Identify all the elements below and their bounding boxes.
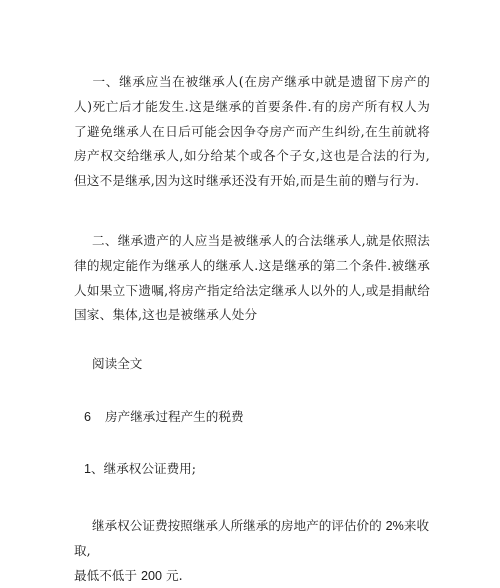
- notary-fee-min-text-b: 元.: [162, 567, 183, 583]
- paragraph-inheritance-condition-1: [74, 70, 430, 194]
- notary-fee-text-b: 来收取,: [74, 518, 430, 558]
- paragraph-inheritance-condition-2: [74, 229, 430, 328]
- paragraph-2-text: 二、继承遗产的人应当是被继承人的合法继承人,就是依照法律的规定能作为继承人的继承人.这是继承的第二个条件.被继承人如果立下遗嘱,将房产指定给法定继承人以外的人,或是捐献给国家、集体,这也是被继承人处分: [74, 233, 430, 323]
- list-item-number: 1: [84, 462, 92, 476]
- notary-fee-min-text-a: 最低不低于: [74, 567, 141, 583]
- section-title: 房产继承过程产生的税费: [105, 409, 244, 424]
- paragraph-notary-fee: [74, 514, 430, 588]
- section-heading: [84, 405, 244, 429]
- notary-fee-text-a: 继承权公证费按照继承人所继承的房地产的评估价的: [92, 518, 386, 533]
- list-item-heading: [84, 457, 196, 481]
- paragraph-1-text: 一、继承应当在被继承人(在房产继承中就是遗留下房产的人)死亡后才能发生.这是继承的首要条件.有的房产所有权人为了避免继承人在日后可能会因争夺房产而产生纠纷,在生前就将房产权交给继承人,如分给某个或各个子女,这也是合法的行为,但这不是继承,因为这时继承还没有开始,而是生前的赠与行为.: [74, 74, 430, 189]
- section-number: 6: [84, 410, 92, 424]
- read-more-link[interactable]: 阅读全文: [92, 356, 143, 371]
- list-item-text: 、继承权公证费用;: [91, 461, 197, 476]
- notary-fee-percent: 2%: [385, 519, 404, 533]
- notary-fee-min-amount: 200: [140, 568, 162, 583]
